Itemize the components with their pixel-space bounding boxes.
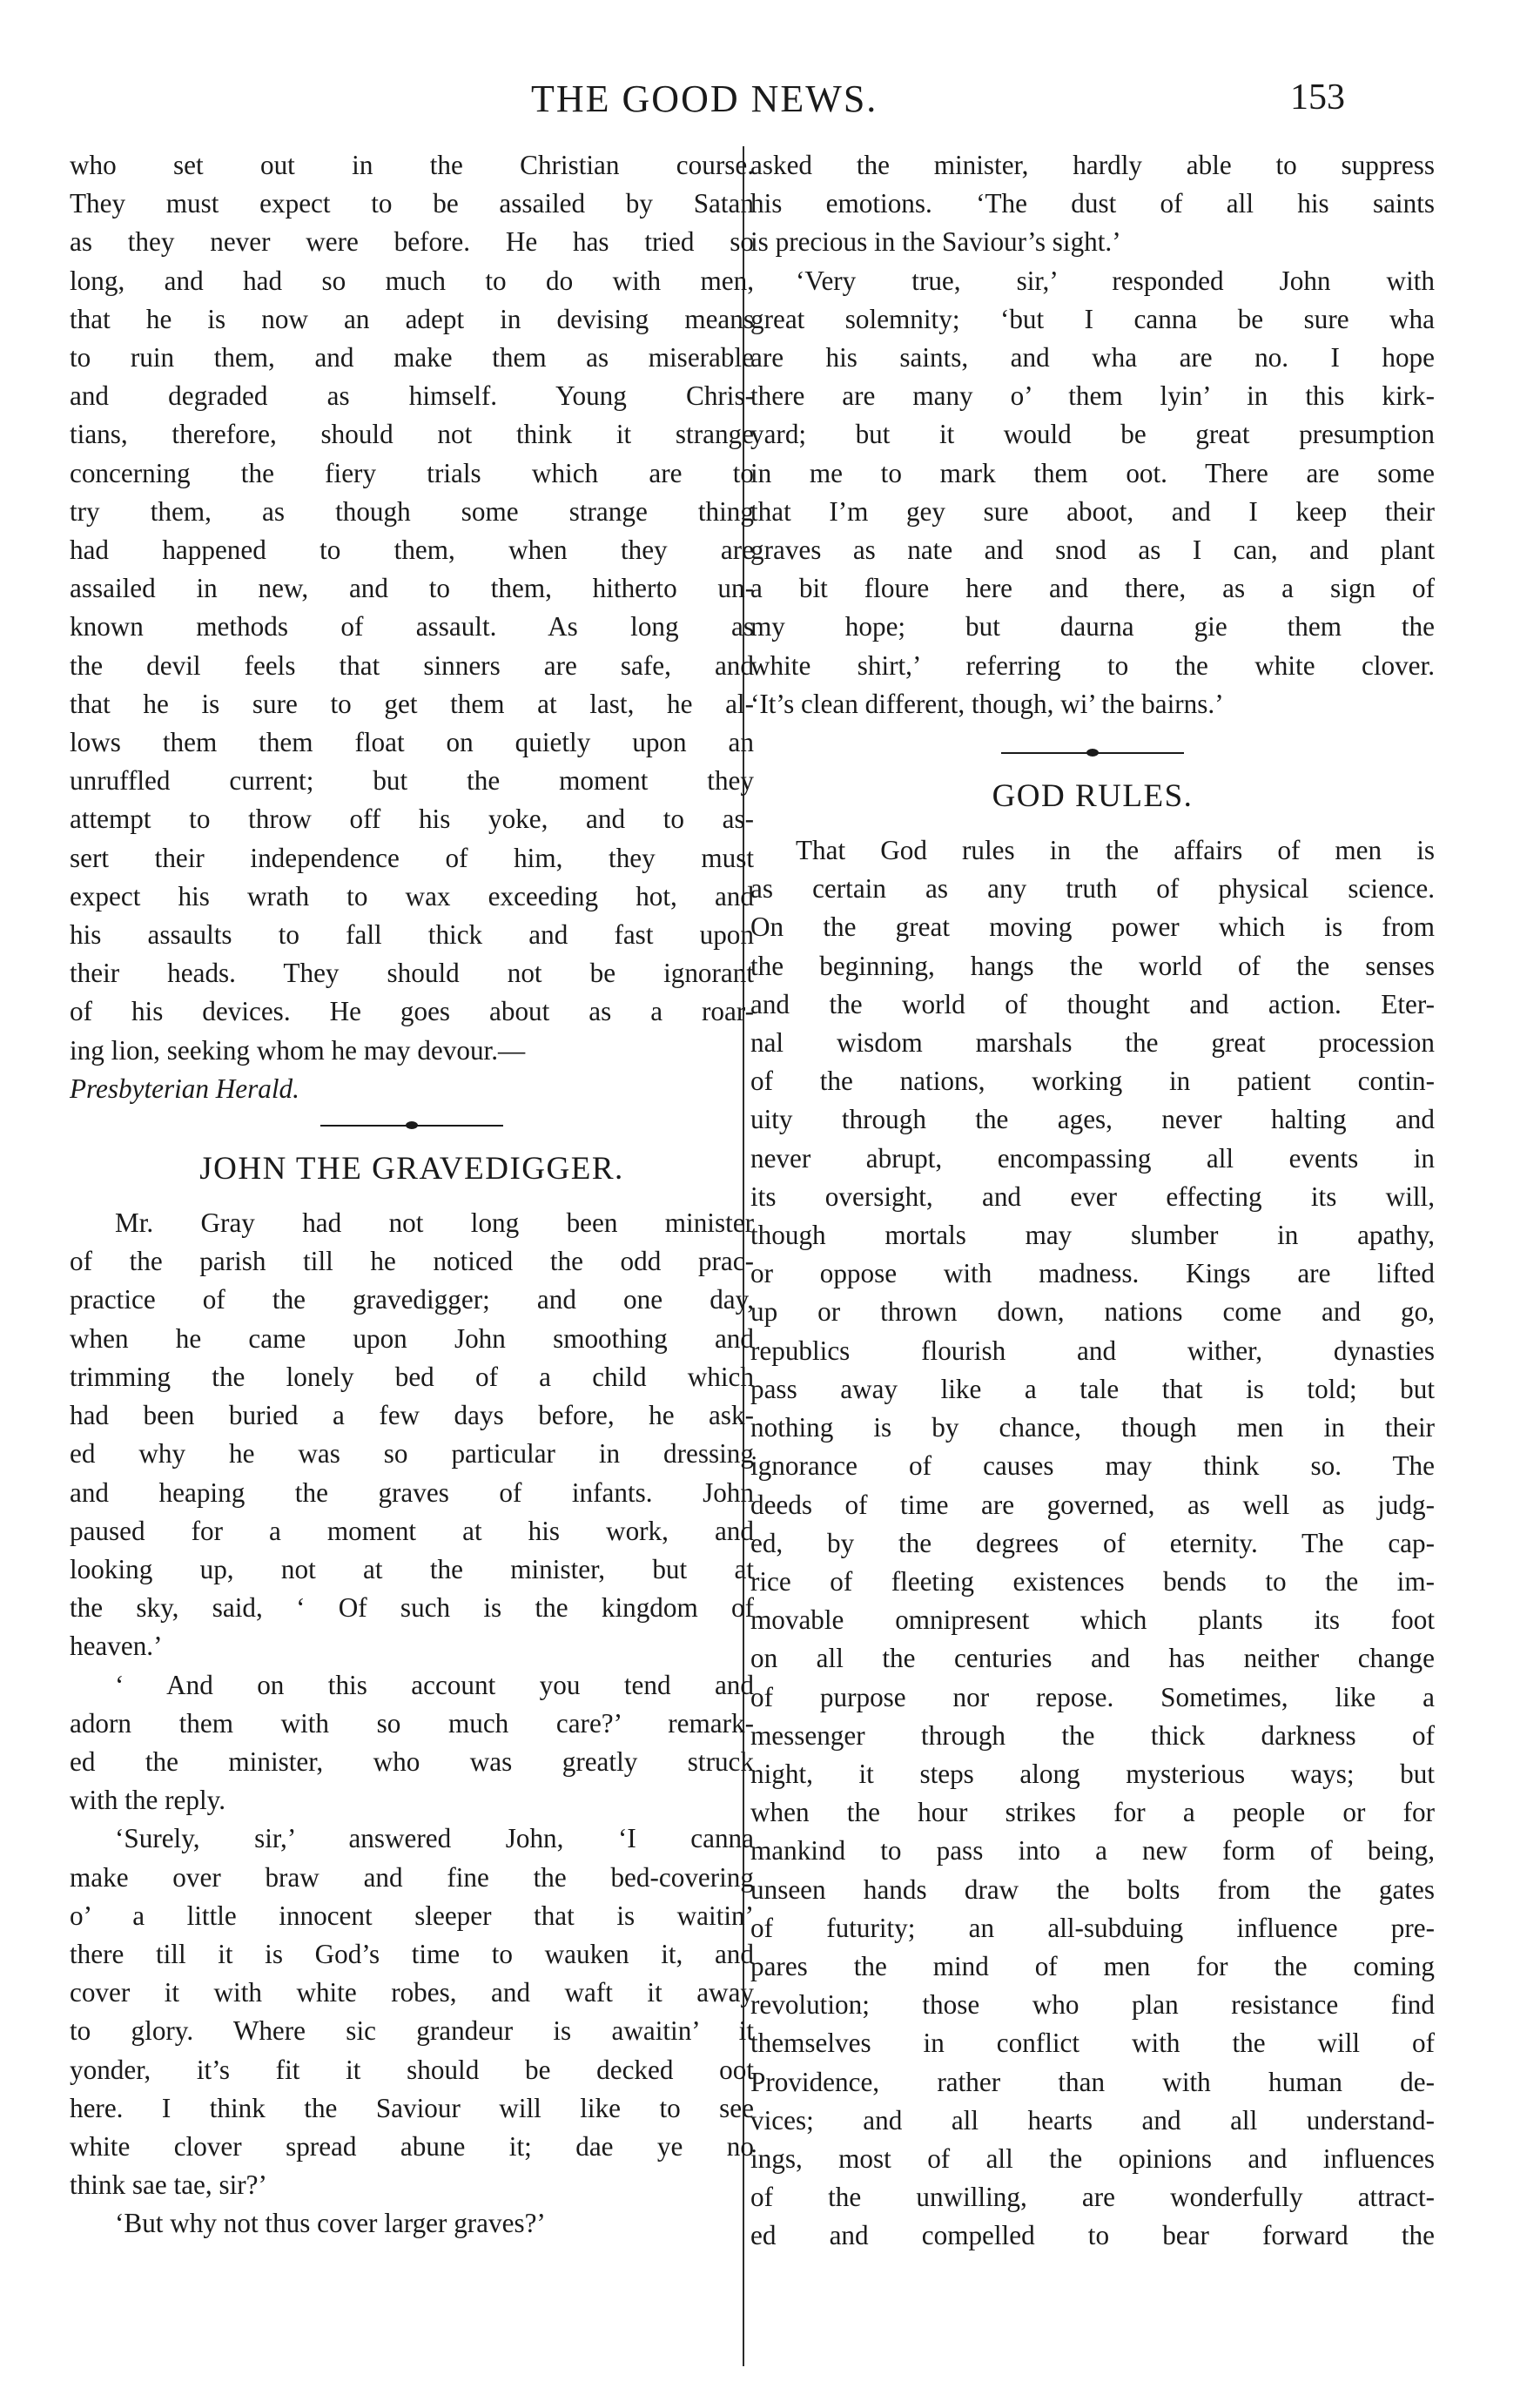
- text-line: when the hour strikes for a people or for: [750, 1797, 1435, 1828]
- text-line: heaven.’: [70, 1631, 163, 1662]
- text-line: that I’m gey sure aboot, and I keep their: [750, 495, 1435, 527]
- text-line: ‘Surely, sir,’ answered John, ‘I canna: [115, 1823, 754, 1854]
- text-line: and heaping the graves of infants. John: [70, 1476, 754, 1508]
- text-line: had been buried a few days before, he ask-: [70, 1400, 754, 1431]
- page-number: 153: [1290, 77, 1345, 118]
- text-line: when he came upon John smoothing and: [70, 1322, 754, 1354]
- text-line: ed why he was so particular in dressing: [70, 1438, 754, 1470]
- text-line: Providence, rather than with human de-: [750, 2066, 1435, 2097]
- text-line: had happened to them, when they are: [70, 535, 754, 566]
- text-line: Mr. Gray had not long been minister: [115, 1207, 754, 1239]
- text-line: mankind to pass into a new form of being,: [750, 1835, 1435, 1867]
- left-column: [70, 146, 754, 2243]
- text-line: ‘But why not thus cover larger graves?’: [115, 2208, 546, 2239]
- text-line: to ruin them, and make them as miserable: [70, 342, 754, 373]
- gravedigger-continued-1: [750, 146, 1435, 262]
- text-line: try them, as though some strange thing: [70, 495, 754, 527]
- text-line: and the world of thought and action. Eter-: [750, 988, 1435, 1019]
- text-line: unruffled current; but the moment they: [70, 765, 754, 797]
- text-line: messenger through the thick darkness of: [750, 1719, 1435, 1751]
- text-line: on all the centuries and has neither change: [750, 1643, 1435, 1674]
- text-line: ‘It’s clean different, though, wi’ the bairns.’: [750, 688, 1224, 719]
- text-line: graves as nate and snod as I can, and plant: [750, 535, 1435, 566]
- right-column: [750, 146, 1435, 2256]
- text-line: long, and had so much to do with men,: [70, 265, 754, 296]
- text-line: vices; and all hearts and all understand-: [750, 2104, 1435, 2136]
- text-line: his assaults to fall thick and fast upon: [70, 919, 754, 951]
- text-line: there till it is God’s time to wauken it, and: [70, 1938, 754, 1969]
- text-line: never abrupt, encompassing all events in: [750, 1142, 1435, 1174]
- text-line: adorn them with so much care?’ remark-: [70, 1707, 754, 1739]
- text-line: as certain as any truth of physical science.: [750, 873, 1435, 905]
- text-line: to glory. Where sic grandeur is awaitin’ it: [70, 2015, 754, 2047]
- text-line: deeds of time are governed, as well as judg-: [750, 1489, 1435, 1520]
- article-title-gravedigger: JOHN THE GRAVEDIGGER.: [199, 1151, 624, 1187]
- text-line: looking up, not at the minister, but at: [70, 1553, 754, 1584]
- text-line: lows them them float on quietly upon an: [70, 727, 754, 758]
- text-line: concerning the fiery trials which are to: [70, 457, 754, 488]
- text-line: ed, by the degrees of eternity. The cap-: [750, 1527, 1435, 1558]
- text-line: that he is sure to get them at last, he al-: [70, 688, 754, 719]
- text-line: They must expect to be assailed by Satan: [70, 188, 754, 219]
- text-line: expect his wrath to wax exceeding hot, and: [70, 880, 754, 911]
- text-line: the beginning, hangs the world of the senses: [750, 950, 1435, 981]
- gravedigger-paragraph-2: [70, 1666, 754, 1820]
- text-line: practice of the gravedigger; and one day,: [70, 1284, 754, 1315]
- text-line: themselves in conflict with the will of: [750, 2028, 1435, 2059]
- text-line: yard; but it would be great presumption: [750, 419, 1435, 450]
- text-line: That God rules in the affairs of men is: [796, 835, 1435, 866]
- text-line: attempt to throw off his yoke, and to as-: [70, 804, 754, 835]
- text-line: revolution; those who plan resistance find: [750, 1989, 1435, 2021]
- article-title-god-rules: GOD RULES.: [992, 778, 1194, 815]
- text-line: as they never were before. He has tried so: [70, 226, 754, 258]
- text-line: night, it steps along mysterious ways; but: [750, 1758, 1435, 1789]
- gravedigger-paragraph-4: [70, 2204, 754, 2243]
- text-line: its oversight, and ever effecting its will,: [750, 1180, 1435, 1212]
- text-line: of purpose nor repose. Sometimes, like a: [750, 1681, 1435, 1712]
- text-line: rice of fleeting existences bends to the im-: [750, 1565, 1435, 1597]
- text-line: and degraded as himself. Young Chris-: [70, 380, 754, 412]
- text-line: ed and compelled to bear forward the: [750, 2220, 1435, 2251]
- text-line: of the unwilling, are wonderfully attract-: [750, 2182, 1435, 2213]
- text-line: white clover spread abune it; dae ye no: [70, 2130, 754, 2162]
- text-line: ‘ And on this account you tend and: [115, 1669, 754, 1700]
- text-line: a bit floure here and there, as a sign of: [750, 573, 1435, 604]
- text-line: On the great moving power which is from: [750, 911, 1435, 943]
- text-line: is precious in the Saviour’s sight.’: [750, 226, 1121, 258]
- text-line: of the parish till he noticed the odd prac-: [70, 1246, 754, 1277]
- closing-article-text: [70, 146, 754, 1070]
- god-rules-paragraph: [750, 831, 1435, 2256]
- text-line: republics flourish and wither, dynasties: [750, 1335, 1435, 1366]
- text-line: movable omnipresent which plants its foot: [750, 1604, 1435, 1636]
- gravedigger-paragraph-3: [70, 1819, 754, 2204]
- text-line: or oppose with madness. Kings are lifted: [750, 1258, 1435, 1289]
- gravedigger-paragraph-1: [70, 1204, 754, 1665]
- text-line: of the nations, working in patient contin-: [750, 1066, 1435, 1097]
- text-line: the sky, said, ‘ Of such is the kingdom of: [70, 1592, 754, 1624]
- text-line: of his devices. He goes about as a roar-: [70, 996, 754, 1027]
- text-line: ing lion, seeking whom he may devour.—: [70, 1034, 526, 1066]
- text-line: ings, most of all the opinions and influences: [750, 2142, 1435, 2174]
- text-line: that he is now an adept in devising means: [70, 303, 754, 334]
- text-line: in me to mark them oot. There are some: [750, 457, 1435, 488]
- text-line: assailed in new, and to them, hitherto un-: [70, 573, 754, 604]
- text-line: pass away like a tale that is told; but: [750, 1373, 1435, 1404]
- text-line: ed the minister, who was greatly struck: [70, 1745, 754, 1777]
- text-line: cover it with white robes, and waft it away: [70, 1977, 754, 2008]
- gravedigger-continued-2: [750, 262, 1435, 723]
- text-line: the devil feels that sinners are safe, and: [70, 649, 754, 681]
- text-line: uity through the ages, never halting and: [750, 1104, 1435, 1135]
- text-line: up or thrown down, nations come and go,: [750, 1296, 1435, 1328]
- text-line: asked the minister, hardly able to suppress: [750, 150, 1435, 180]
- running-head: [0, 77, 1520, 129]
- text-line: nothing is by chance, though men in their: [750, 1412, 1435, 1443]
- section-divider: [70, 1108, 754, 1141]
- text-line: who set out in the Christian course.: [70, 150, 754, 180]
- text-line: think sae tae, sir?’: [70, 2169, 267, 2201]
- text-line: paused for a moment at his work, and: [70, 1515, 754, 1546]
- text-line: are his saints, and wha are no. I hope: [750, 342, 1435, 373]
- text-line: ignorance of causes may think so. The: [750, 1450, 1435, 1482]
- text-line: o’ a little innocent sleeper that is waitin’: [70, 1900, 754, 1931]
- text-line: known methods of assault. As long as: [70, 611, 754, 642]
- text-line: white shirt,’ referring to the white clover.: [750, 649, 1435, 681]
- text-line: trimming the lonely bed of a child which: [70, 1361, 754, 1392]
- publication-title: THE GOOD NEWS.: [531, 77, 878, 120]
- text-line: sert their independence of him, they must: [70, 842, 754, 873]
- text-line: there are many o’ them lyin’ in this kirk-: [750, 380, 1435, 412]
- text-line: of futurity; an all-subduing influence pre-: [750, 1912, 1435, 1943]
- text-line: great solemnity; ‘but I canna be sure wha: [750, 303, 1435, 334]
- text-line: tians, therefore, should not think it strange: [70, 419, 754, 450]
- text-line: yonder, it’s fit it should be decked oot: [70, 2054, 754, 2085]
- text-line: unseen hands draw the bolts from the gates: [750, 1873, 1435, 1905]
- text-line: though mortals may slumber in apathy,: [750, 1220, 1435, 1251]
- section-divider: [750, 736, 1435, 769]
- text-line: pares the mind of men for the coming: [750, 1950, 1435, 1981]
- text-line: make over braw and fine the bed-covering: [70, 1861, 754, 1893]
- text-line: his emotions. ‘The dust of all his saints: [750, 188, 1435, 219]
- text-line: nal wisdom marshals the great procession: [750, 1027, 1435, 1059]
- text-line: with the reply.: [70, 1785, 225, 1816]
- text-line: my hope; but daurna gie them the: [750, 611, 1435, 642]
- text-line: ‘Very true, sir,’ responded John with: [796, 265, 1435, 296]
- text-line: here. I think the Saviour will like to see: [70, 2092, 754, 2123]
- attribution: Presbyterian Herald.: [70, 1073, 299, 1104]
- text-line: their heads. They should not be ignorant: [70, 958, 754, 989]
